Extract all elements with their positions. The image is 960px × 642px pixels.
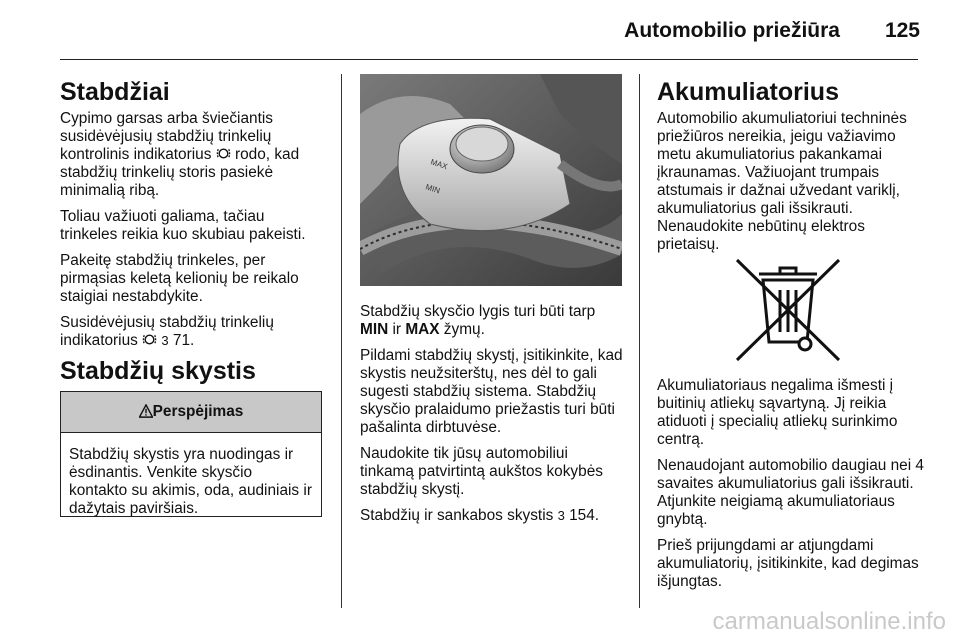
column-divider [639,74,640,608]
warning-triangle-icon [139,404,153,418]
svg-text:MIN: MIN [424,182,442,196]
min-mark: MIN [360,321,389,338]
section-heading-brakes: Stabdžiai [60,78,170,106]
paragraph: Toliau važiuoti galiama, tačiau trinkeles reikia kuo skubiau pakeisti. [60,208,306,243]
paragraph: Pakeitę stabdžių trinkeles, per pirmąsias keletą kelionių be reikalo staigiai nestabdykite. [60,252,299,305]
warning-text: Stabdžių skystis yra nuodingas ir ėsdinantis. Venkite skysčio kontakto su akimis, oda, audiniais ir dažytais paviršiais. [69,446,312,517]
paragraph: Nenaudojant automobilio daugiau nei 4 savaites akumuliatorius gali išsikrauti. Atjunkite neigiamą akumuliatoriaus gnybtą. [657,457,924,528]
paragraph: Automobilio akumuliatoriui techninės priežiūros nereikia, jeigu važiavimo metu akumuliatorius pakankamai įkraunamas. Važiuojant trumpais atstumais ir dažnai užvedant variklį, akumuliatorius gali išsikrauti. Nenaudokite nebūtinų elektros prietaisų. [657,110,907,253]
column-divider [341,74,342,608]
page-header [0,0,960,62]
crossed-out-wheelie-bin-icon [733,256,843,364]
page-reference-arrow[interactable]: 3 [161,333,169,348]
max-mark: MAX [405,321,440,338]
page-number: 125 [884,19,920,42]
paragraph: Susidėvėjusių stabdžių trinkelių indikatorius 3 71. [60,314,274,349]
header-rule [60,59,918,60]
paragraph: Stabdžių ir sankabos skystis 3 154. [360,507,600,524]
paragraph: Stabdžių skysčio lygis turi būti tarp MIN ir MAX žymų. [360,303,596,338]
page-reference[interactable]: 154. [564,507,600,524]
section-heading-brake-fluid: Stabdžių skystis [60,357,256,385]
middle-column [360,303,625,533]
watermark: carmanualsonline.info [712,608,946,635]
warning-box [60,391,322,517]
section-heading-battery: Akumuliatorius [657,78,839,106]
brake-pad-warning-icon [216,146,231,161]
brake-fluid-reservoir-photo [360,74,622,286]
paragraph: Cypimo garsas arba šviečiantis susidėvėjusių stabdžių trinkelių kontrolinis indikatorius rodo, kad stabdžių trinkelių storis pasiekė minimalią ribą. [60,110,300,199]
paragraph: Prieš prijungdami ar atjungdami akumuliatorių, įsitikinkite, kad degimas išjungtas. [657,537,919,590]
brake-pad-warning-icon [142,332,157,347]
svg-text:MAX: MAX [429,157,449,172]
warning-title: Perspėjimas [152,403,244,420]
left-column [60,78,325,358]
page-title: Automobilio priežiūra [624,19,840,42]
paragraph: Pildami stabdžių skystį, įsitikinkite, kad skystis neužsiterštų, nes dėl to gali sugesti stabdžių sistema. Stabdžių skysčio pralaidumo priežastis turi būti pašalinta dirbtuvėse. [360,347,623,436]
right-column-lower [657,377,927,599]
page-reference-arrow[interactable]: 3 [557,508,565,523]
paragraph: Naudokite tik jūsų automobiliui tinkamą patvirtintą aukštos kokybės stabdžių skystį. [360,445,603,498]
right-column [657,78,927,262]
paragraph: Akumuliatoriaus negalima išmesti į buitinių atliekų sąvartyną. Jį reikia atiduoti į specialių atliekų surinkimo centrą. [657,377,898,448]
warning-header [61,392,321,433]
page-reference[interactable]: 71. [168,332,195,349]
